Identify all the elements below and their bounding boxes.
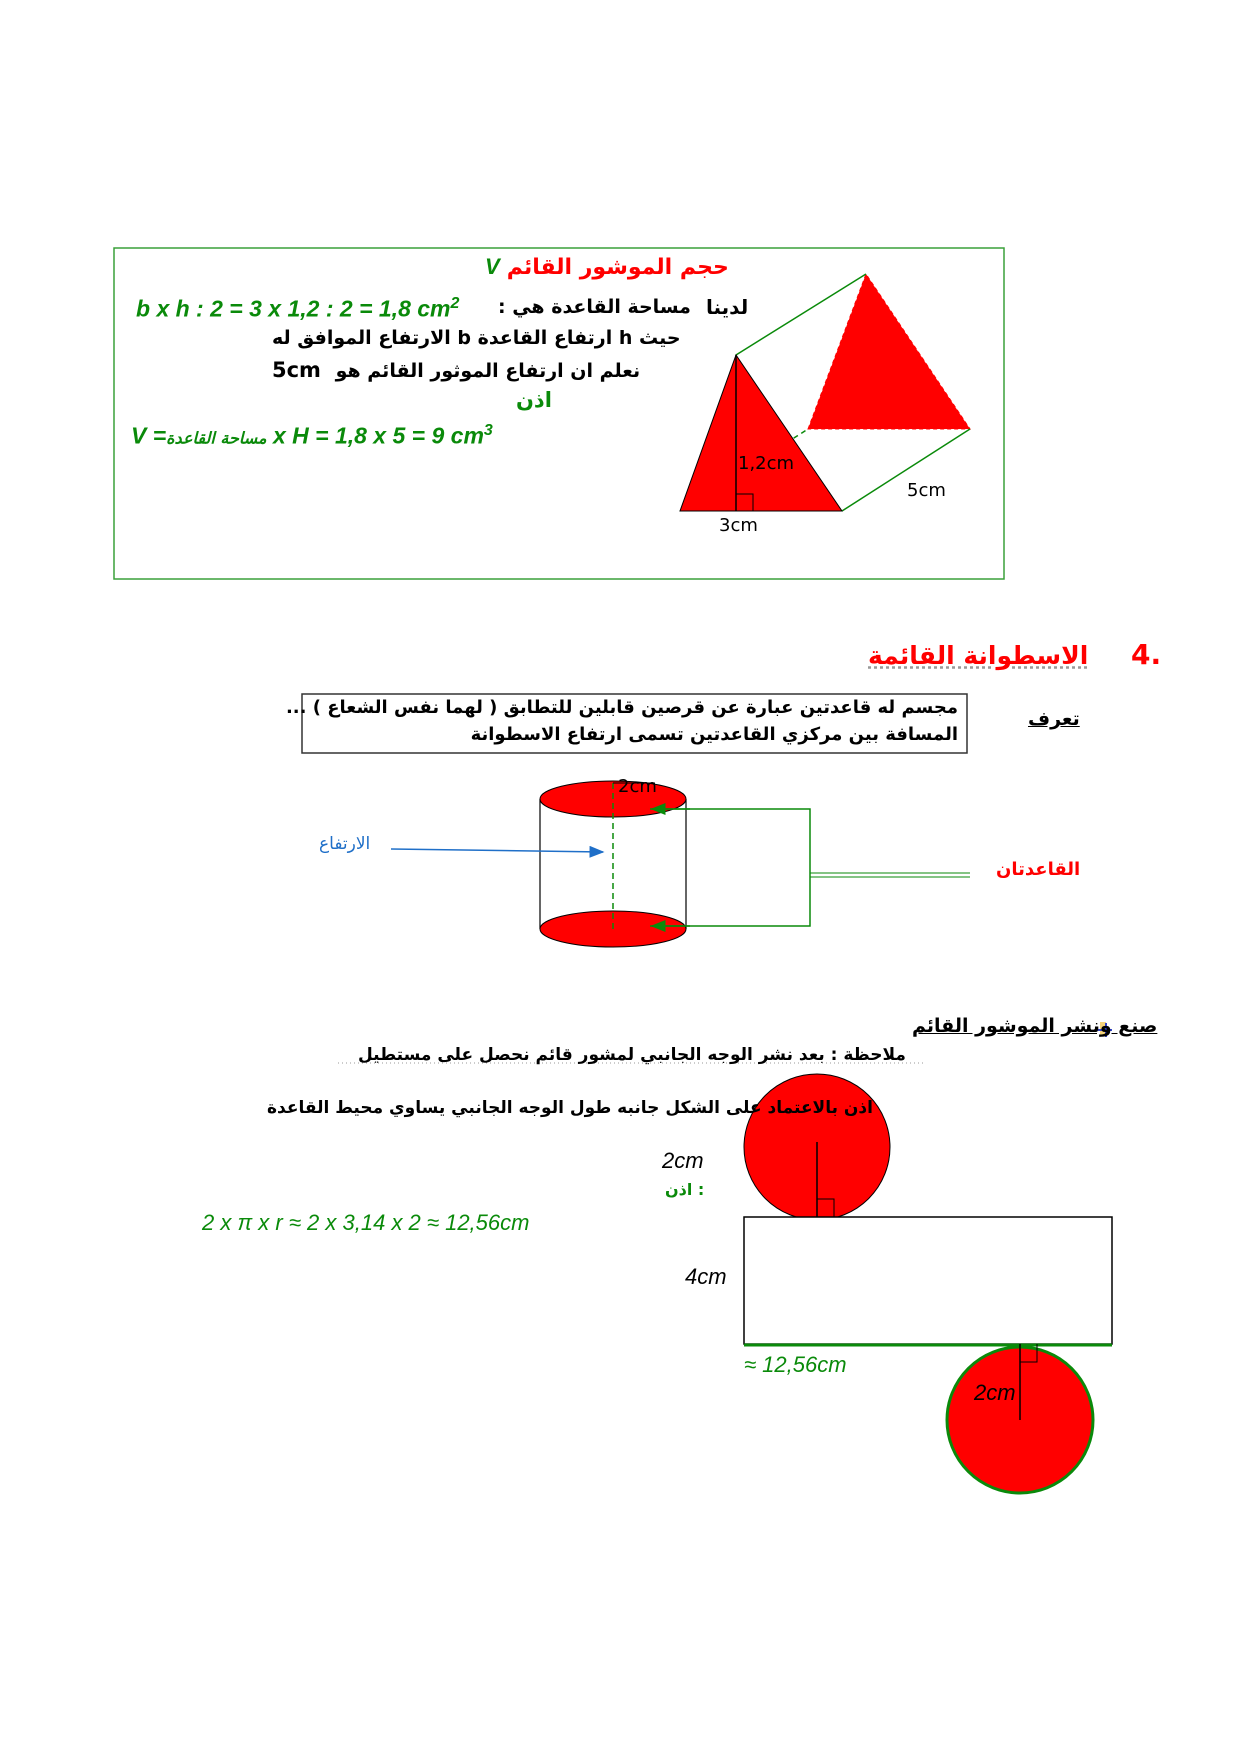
- so-label: اذن: [516, 388, 552, 412]
- net-diagram: [744, 1074, 1112, 1493]
- cylinder-diagram: [391, 781, 970, 947]
- net-height-label: 4cm: [685, 1264, 727, 1289]
- section-number: 4.: [1131, 638, 1162, 671]
- prism-back-face: [808, 274, 970, 429]
- base-area-label: مساحة القاعدة هي :: [498, 296, 691, 318]
- prism-length-label: 5cm: [907, 480, 946, 501]
- net-section-title: صنع ونشر الموشور القائم: [912, 1015, 1158, 1037]
- definition-line-1: مجسم له قاعدتين عبارة عن قرصين قابلين للتطابق ( لهما نفس الشعاع ) ...: [285, 697, 958, 718]
- net-bottom-radius-label: 2cm: [974, 1380, 1016, 1405]
- net-so-label: : اذن: [665, 1180, 705, 1199]
- cylinder-bases-label: القاعدتان: [996, 859, 1081, 880]
- net-note: ملاحظة : بعد نشر الوجه الجانبي لمشور قائم نحصل على مستطيل: [358, 1045, 906, 1065]
- title-text: حجم الموشور القائم: [506, 255, 729, 280]
- prism-volume-title: [485, 256, 729, 279]
- net-deduction: اذن بالاعتماد على الشكل جانبه طول الوجه الجانبي يساوي محيط القاعدة: [267, 1098, 873, 1118]
- section-title: الاسطوانة القائمة: [868, 641, 1089, 670]
- bases-bracket: [650, 809, 810, 926]
- volume-formula: V =مساحة القاعدة x H = 1,8 x 5 = 9 $cm^3$: [131, 422, 493, 449]
- circumference-formula: 2 x π x r ≈ 2 x 3,14 x 2 ≈ 12,56cm: [202, 1210, 530, 1235]
- where-line: حيث h ارتفاع القاعدة b الارتفاع الموافق له: [272, 327, 681, 349]
- given-label: لدينا: [706, 295, 749, 319]
- cylinder-height-label: الارتفاع: [319, 834, 371, 854]
- volume-symbol: V: [485, 254, 500, 279]
- net-top-radius-label: 2cm: [662, 1148, 704, 1173]
- cylinder-radius-label: 2cm: [618, 776, 657, 797]
- definition-line-2: المسافة بين مركزي القاعدتين تسمى ارتفاع الاسطوانة: [470, 724, 958, 745]
- height-arrow: [391, 849, 603, 852]
- prism-base-label: 3cm: [719, 515, 758, 536]
- definition-label: تعرف: [1028, 708, 1080, 730]
- net-lateral-rectangle: [744, 1217, 1112, 1344]
- height-line: 5cm نعلم ان ارتفاع الموثور القائم هو: [272, 358, 641, 382]
- prism-height-label: 1,2cm: [738, 453, 795, 474]
- base-area-formula: b x h : 2 = 3 x 1,2 : 2 = 1,8 $cm^2$: [136, 295, 460, 322]
- prism-front-face: [680, 355, 842, 511]
- net-length-label: ≈ 12,56cm: [744, 1352, 847, 1377]
